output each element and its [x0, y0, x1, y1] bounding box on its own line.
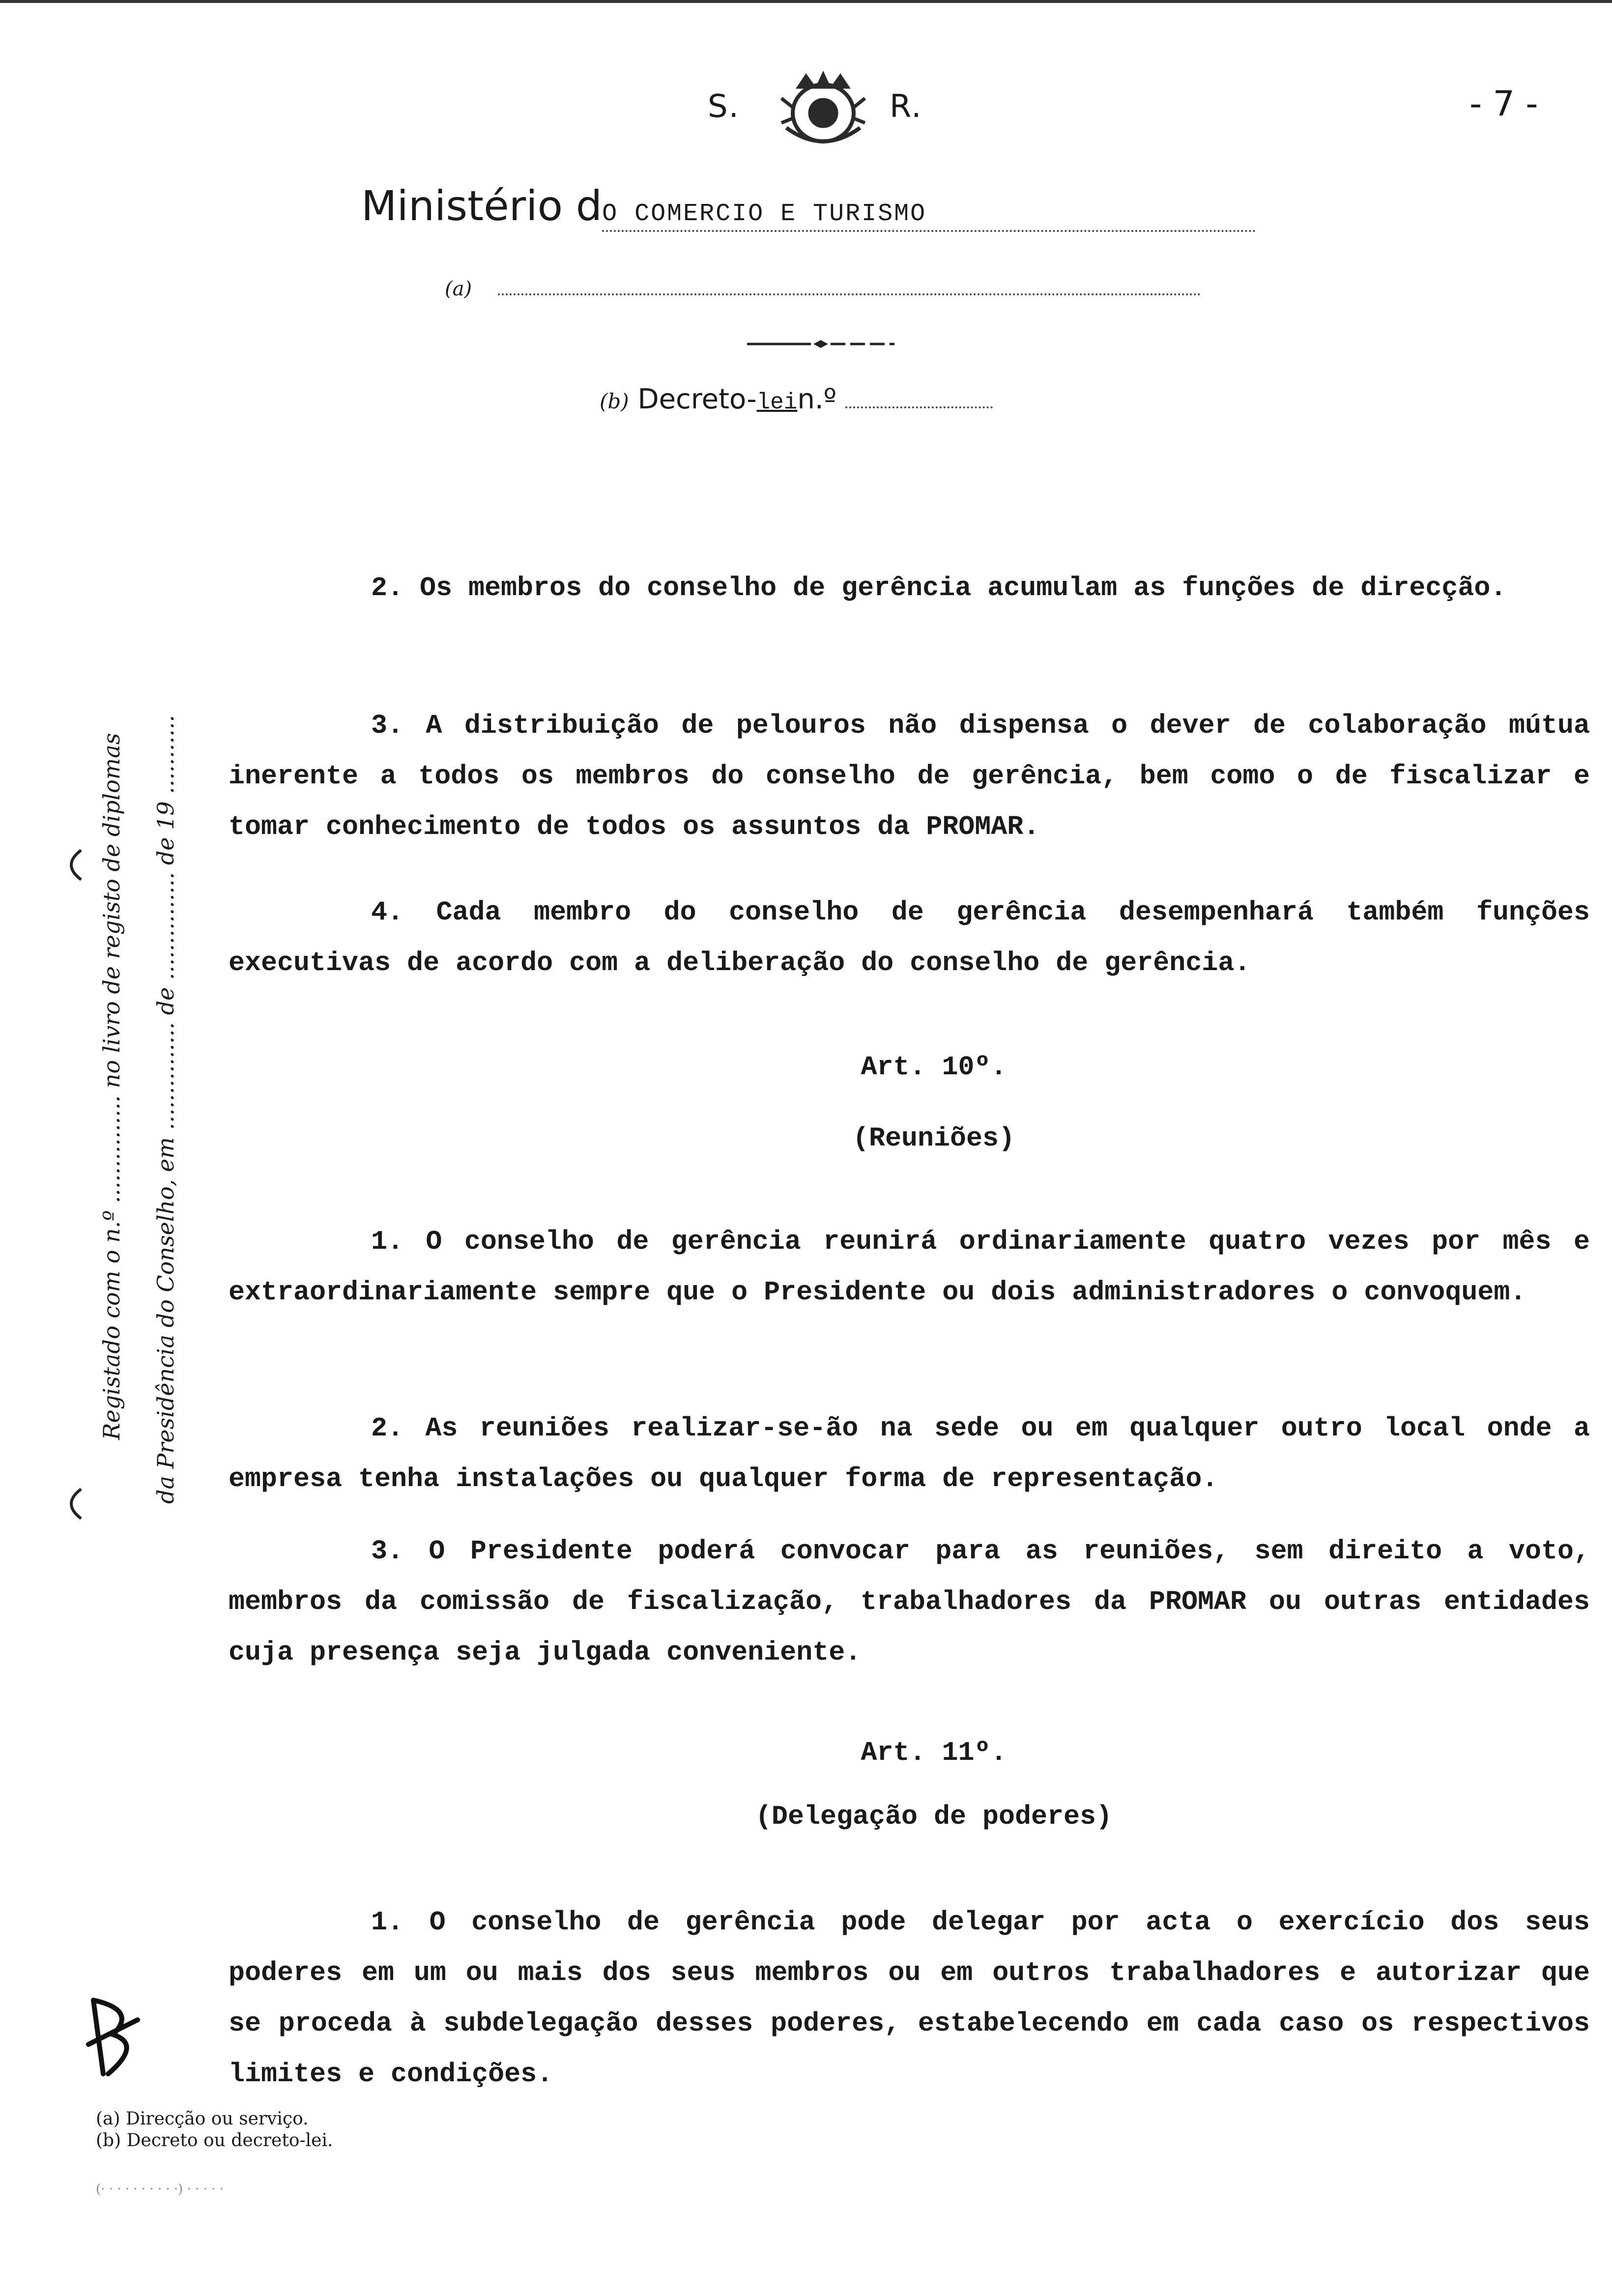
decree-prefix: Decreto-	[637, 383, 757, 415]
decree-line	[600, 383, 993, 415]
page-top-rule	[0, 0, 1612, 3]
article-11-title: Art. 11º.	[861, 1737, 1007, 1768]
field-a	[445, 278, 1201, 300]
article-10-subtitle: (Reuniões)	[852, 1123, 1015, 1154]
page-number: - 7 -	[1469, 84, 1538, 124]
field-a-label: (a)	[445, 278, 472, 300]
article-11-subtitle: (Delegação de poderes)	[755, 1801, 1113, 1832]
footnote-b: (b) Decreto ou decreto-lei.	[96, 2130, 333, 2151]
paragraph-4-funcoes: 4. Cada membro do conselho de gerência desempenhará também funções executivas de acordo com a deliberação do conselho de gerência.	[229, 897, 1590, 978]
decree-lei: lei	[756, 390, 798, 415]
decree-label-b: (b)	[600, 389, 629, 413]
paragraph-art10-1: 1. O conselho de gerência reunirá ordinariamente quatro vezes por mês e extraordinariamente sempre que o Presidente ou dois administradores o convoquem.	[229, 1226, 1590, 1308]
article-10-title: Art. 10º.	[861, 1052, 1007, 1083]
margin-brackets	[54, 845, 93, 1523]
ministry-name: O COMERCIO E TURISMO	[602, 200, 927, 228]
footnote-a: (a) Direcção ou serviço.	[96, 2109, 309, 2129]
paragraph-2-direccao: 2. Os membros do conselho de gerência acumulam as funções de direcção.	[371, 573, 1507, 603]
paragraph-art10-2: 2. As reuniões realizar-se-ão na sede ou em qualquer outro local onde a empresa tenha instalações ou qualquer forma de representação.	[229, 1413, 1590, 1494]
paragraph-art11-1: 1. O conselho de gerência pode delegar por acta o exercício dos seus poderes em um ou mais dos seus membros ou em outros trabalhadores e autorizar que se proceda à subdelegação desses poderes, estabelecendo em cada caso os respectivos limites e condições.	[229, 1907, 1590, 2090]
ministry-prefix: Ministério d	[361, 182, 603, 230]
coat-of-arms-emblem	[767, 69, 880, 152]
header-s: S.	[708, 88, 740, 125]
handwritten-initials	[84, 1990, 147, 2079]
margin-registration-line1: Registado com o n.º ............... no livro de registo de diplomas	[98, 733, 125, 1440]
ornamental-divider	[747, 339, 894, 349]
ministry-line	[361, 182, 1256, 232]
printer-mark: (· · · · · · · · · ·) · · · · ·	[96, 2182, 224, 2197]
decree-suffix: n.º	[797, 383, 837, 415]
paragraph-art10-3: 3. O Presidente poderá convocar para as reuniões, sem direito a voto, membros da comissão de fiscalização, trabalhadores da PROMAR ou outras entidades cuja presença seja julgada conveniente.	[229, 1536, 1590, 1668]
margin-registration-line2: da Presidência do Conselho, em ............... de ............... de 19 ...........	[152, 715, 179, 1504]
paragraph-3-pelouros: 3. A distribuição de pelouros não dispensa o dever de colaboração mútua inerente a todos os membros do conselho de gerência, bem como o de fiscalizar e tomar conhecimento de todos os assuntos da PROMAR.	[229, 710, 1590, 842]
header-r: R.	[890, 88, 922, 125]
